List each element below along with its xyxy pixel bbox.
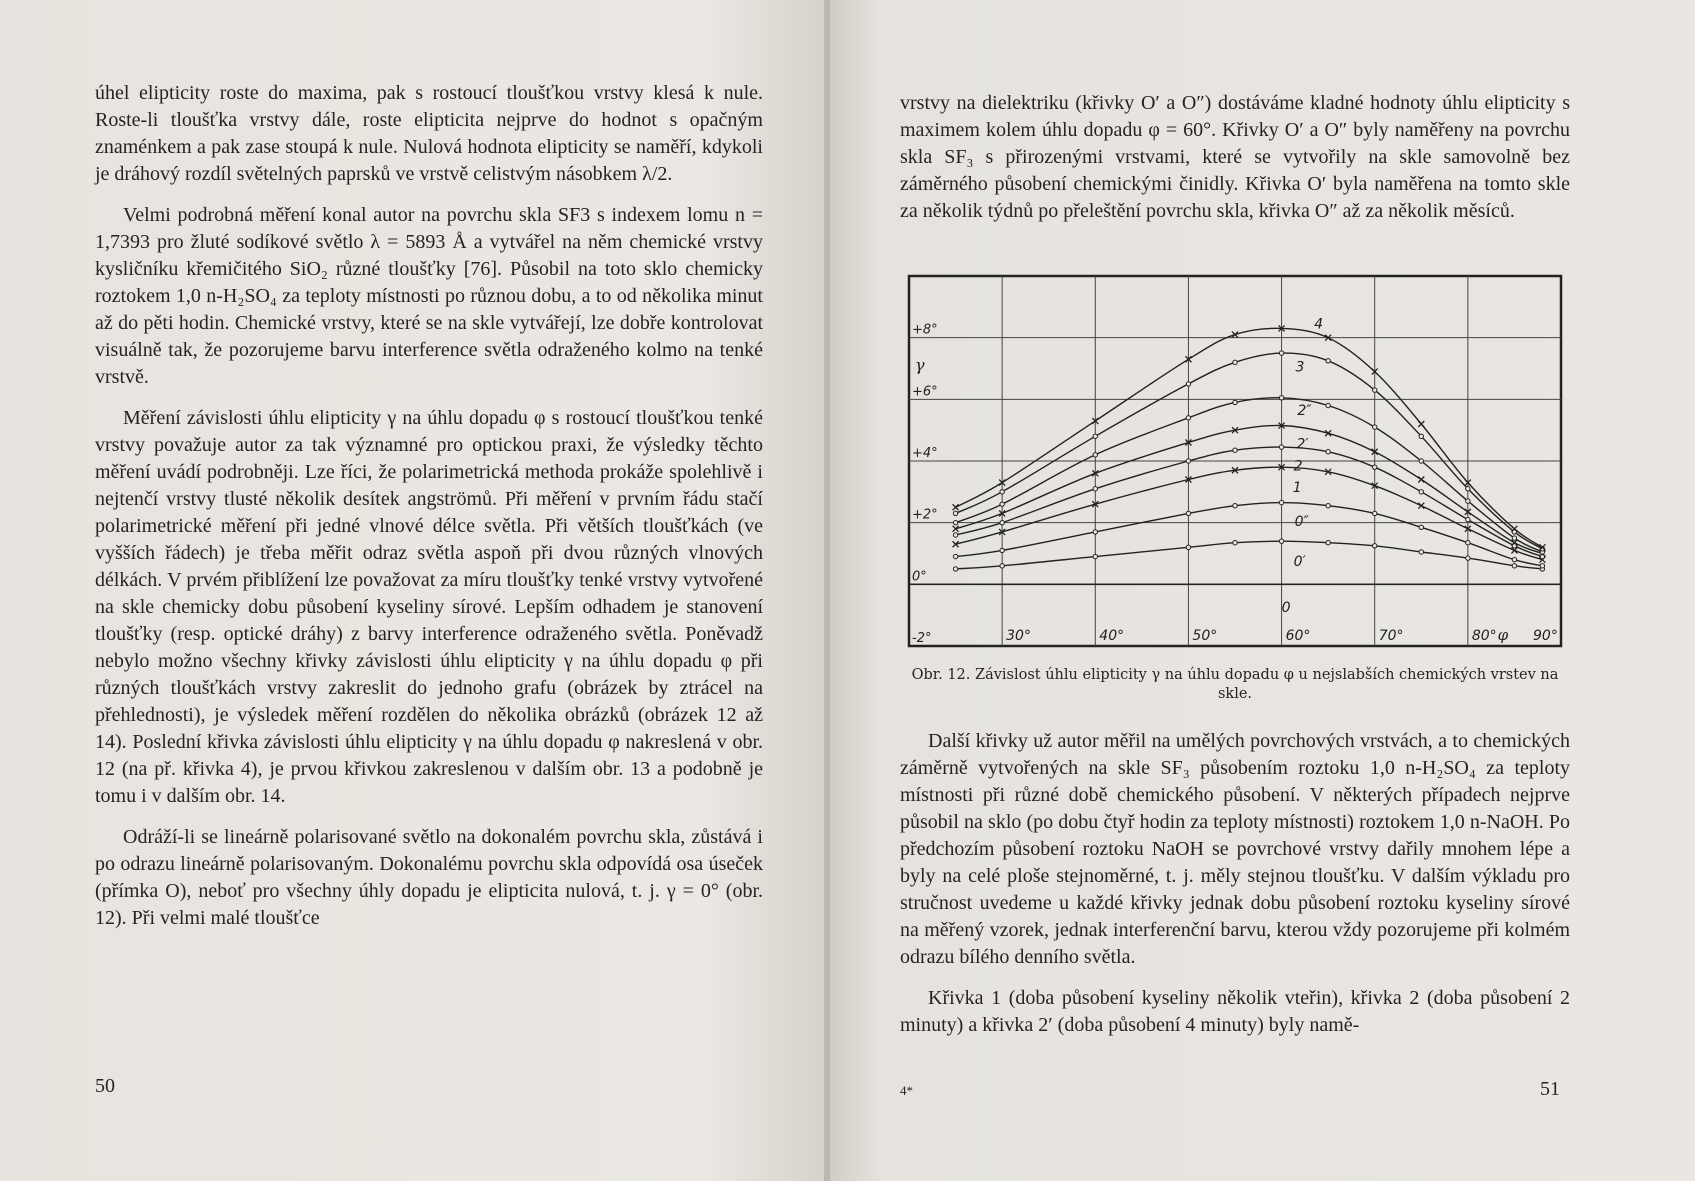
data-point [1186,545,1190,549]
left-page-text [95,80,763,932]
data-point [1233,360,1237,364]
data-point [1000,520,1004,524]
paragraph: Další křivky už autor měřil na umělých povrchových vrstvách, a to chemických záměrně vytvořených na skle SF₃ působením roztoku 1,0 n-H₂SO₄ za teploty místnosti při různé době chemického působení. V některých případech nejprve působil na sklo (po dobu čtyř hodin za teploty místnosti) roztokem 1,0 n-NaOH. Po předchozím působení roztoku NaOH se povrchové vrstvy dařily mnohem lépe a byly na celé ploše stejnoměrné, t. j. měly stejnou tloušťku. V dalším výkladu pro stručnost uvedeme u každé křivky jednak dobu působení roztoku kyseliny sírové na měřený vzorek, jednak interferenční barvu, kterou vždy pozorujeme při kolmém odrazu bílého denního světla. [900,730,1570,968]
paragraph: Velmi podrobná měření konal autor na povrchu skla SF3 s indexem lomu n = 1,7393 pro žluté sodíkové světlo λ = 5893 Å a vytvářel na něm chemické vrstvy kysličníku křemičitého SiO₂ různé tloušťky [76]. Působil na toto sklo chemicky roztokem 1,0 n-H₂SO₄ za teploty místnosti po různou dobu, a to od několika minut až do pěti hodin. Chemické vrstvy, které se na skle vytvářejí, lze dobře kontrolovat visuálně tak, že pozorujeme barvu interference světla odraženého kolmo na tenké vrstvě. [95,204,763,388]
data-point [1419,490,1423,494]
y-tick-label: -2° [912,631,932,646]
data-point [1093,434,1097,438]
series-label: 2″ [1297,402,1312,419]
series-line [956,328,1543,547]
x-tick-label: 60° [1285,628,1311,644]
series-label: 0″ [1294,513,1309,530]
series-line [956,467,1543,560]
data-point [1326,450,1330,454]
data-point [1512,536,1516,540]
signature-mark: 4* [900,1083,913,1098]
data-point [1326,359,1330,363]
data-point [1466,487,1470,491]
data-point [1466,556,1470,560]
y-tick-label: +8° [912,322,938,338]
y-tick-label: +2° [912,507,938,523]
data-point [1000,548,1004,552]
data-point [1233,448,1237,452]
data-point [1000,564,1004,568]
data-point [1000,490,1004,494]
paragraph: Měření závislosti úhlu elipticity γ na úhlu dopadu φ s rostoucí tloušťkou tenké vrstvy považuje autor za tak významné pro optickou praxi, že výsledky těchto měření uvádí podrobněji. Lze říci, že polarimetrická methoda prokáže spolehlivě i nejtenčí vrstvy tlusté několik desítek angströmů. Při měření v prvním řádu stačí polarimetrické měření při jedné vlnové délce světla. Při větších tloušťkách (ve vyšších řádech) je třeba měřit odraz světla aspoň při dvou různých vlnových délkách. V prvém přiblížení lze považovat za míru tloušťky tenké vrstvy vytvořené na skle chemicky dobu působení kyseliny sírové. Lepším odhadem je stanovení tloušťky (resp. optické dráhy) z barvy interference odraženého světla. Poněvadž nebylo možno všechny křivky závislosti úhlu elipticity γ na úhlu dopadu φ při různých tloušťkách vrstvy zakreslit do jednoho grafu (obrázek by ztrácel na přehlednosti), je výsledek měření rozdělen do několika obrázků (obrázek 12 až 14). Poslední křivka závislosti úhlu elipticity γ na úhlu dopadu φ nakreslená v obr. 12 (na př. křivka 4), je prvou křivkou zakreslenou v dalším obr. 13 a podobně je tomu i v dalším obr. 14. [95,407,763,807]
data-point [1418,421,1424,427]
y-axis-label: γ [915,355,925,375]
figure-12 [905,272,1569,650]
data-point [1186,511,1190,515]
series-line [956,541,1543,569]
y-tick-label: 0° [912,569,927,585]
x-tick-label: 90° [1533,628,1558,644]
page-number: 51 [1540,1078,1560,1100]
data-point [1466,517,1470,521]
data-point [1418,477,1424,483]
data-point [1186,416,1190,420]
paragraph: Křivka 1 (doba působení kyseliny několik vteřin), křivka 2 (doba působení 2 minuty) a křivka 2′ (doba působení 4 minuty) byly namě- [900,987,1570,1036]
data-point [1186,382,1190,386]
x-axis-label: φ [1497,626,1509,644]
data-point [1419,459,1423,463]
data-point [953,554,957,558]
data-point [1326,403,1330,407]
data-point [1233,541,1237,545]
series-label: 1 [1292,479,1302,496]
data-point [1373,465,1377,469]
right-page-text-bottom [900,728,1570,1039]
data-point [953,511,957,515]
data-point [1279,351,1283,355]
data-point [1418,503,1424,509]
data-point [1466,499,1470,503]
data-point [1466,541,1470,545]
data-point [1419,525,1423,529]
page-number: 50 [95,1075,115,1097]
data-point [1373,544,1377,548]
data-point [1093,530,1097,534]
data-point [1093,487,1097,491]
data-point [1233,504,1237,508]
x-tick-label: 80° [1471,628,1497,644]
data-point [953,520,957,524]
data-point [1512,564,1516,568]
data-point [1279,396,1283,400]
series-label: 3 [1295,359,1305,376]
data-point [1233,400,1237,404]
book-gutter [824,0,830,1181]
series-label: 0′ [1293,553,1306,570]
data-point [1373,425,1377,429]
right-page-text-top [900,90,1570,225]
paragraph: vrstvy na dielektriku (křivky O′ a O″) dostáváme kladné hodnoty úhlu elipticity s maximem kolem úhlu dopadu φ = 60°. Křivky O′ a O″ byly naměřeny na povrchu skla SF₃ s přirozenými vrstvami, které se vytvořily na skle samovolně bez záměrného působení chemickými činidly. Křivka O′ byla naměřena na tomto skle za několik týdnů po přeleštění povrchu skla, křivka O″ až za několik měsíců. [900,92,1570,222]
paragraph: úhel elipticity roste do maxima, pak s rostoucí tloušťkou vrstvy klesá k nule. Roste-li tloušťka vrstvy dále, roste elipticita nejprve do hodnot s opačným znaménkem a pak zase stoupá k nule. Nulová hodnota elipticity se naměří, kdykoli je dráhový rozdíl světelných paprsků ve vrstvě celistvým násobkem λ/2. [95,82,763,185]
data-point [1279,539,1283,543]
data-point [1093,453,1097,457]
series-label: 2′ [1296,436,1309,453]
data-point [1373,511,1377,515]
y-tick-label: +6° [912,384,938,400]
data-point [953,504,959,510]
data-point [1540,564,1544,568]
data-point [1419,434,1423,438]
y-tick-label: +4° [912,446,938,461]
data-point [1419,550,1423,554]
data-point [953,567,957,571]
paragraph: Odráží-li se lineárně polarisované světlo na dokonalém povrchu skla, zůstává i po odrazu lineárně polarisovaným. Dokonalému povrchu skla odpovídá osa úseček (přímka O), neboť pro všechny úhly dopadu je elipticita nulová, t. j. γ = 0° (obr. 12). Při velmi malé tloušťce [95,826,763,929]
series-label: 2 [1293,458,1303,475]
data-point [1279,500,1283,504]
x-tick-label: 50° [1192,628,1218,644]
x-tick-label: 70° [1378,628,1404,644]
data-point [1326,504,1330,508]
data-point [1279,445,1283,449]
elipticity-chart [905,272,1569,650]
data-point [1326,541,1330,545]
data-point [1000,502,1004,506]
data-point [953,533,957,537]
data-point [1186,459,1190,463]
figure-caption: Obr. 12. Závislost úhlu elipticity γ na úhlu dopadu φ u nejslabších chemických vrstev na skle. [911,667,1559,702]
x-tick-label: 30° [1006,628,1031,644]
data-point [1512,557,1516,561]
x-tick-label: 40° [1099,628,1125,644]
series-label: 0 [1281,600,1291,617]
data-point [1093,554,1097,558]
data-point [1373,388,1377,392]
series-label: 4 [1314,316,1324,333]
